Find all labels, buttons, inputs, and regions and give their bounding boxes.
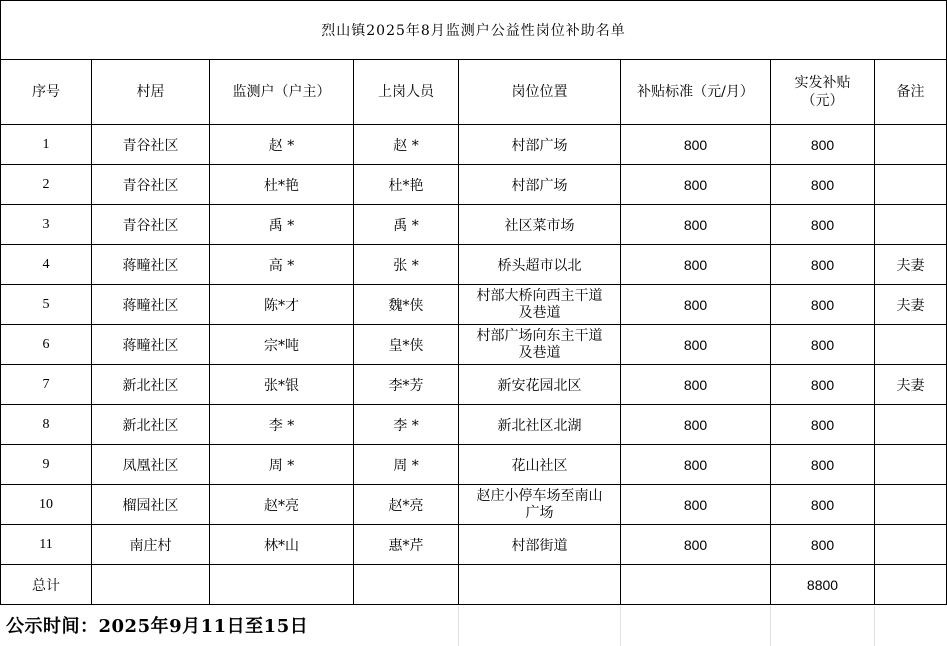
cell-worker: 李 * — [354, 405, 459, 445]
cell-remark: 夫妻 — [875, 285, 947, 325]
cell-actual: 800 — [771, 325, 875, 365]
cell-village: 青谷社区 — [92, 125, 210, 165]
cell-remark — [875, 205, 947, 245]
cell-worker: 张 * — [354, 245, 459, 285]
notice-period: 公示时间：2025年9月11日至15日 — [6, 616, 309, 637]
table-row — [1, 205, 947, 245]
total-empty — [354, 565, 459, 605]
cell-index: 8 — [1, 405, 92, 445]
cell-worker: 魏*侠 — [354, 285, 459, 325]
cell-village: 青谷社区 — [92, 205, 210, 245]
table-row — [1, 245, 947, 285]
cell-village: 新北社区 — [92, 365, 210, 405]
total-empty — [621, 565, 771, 605]
cell-location: 桥头超市以北 — [459, 245, 621, 285]
cell-actual: 800 — [771, 125, 875, 165]
cell-location — [459, 325, 621, 365]
cell-actual: 800 — [771, 285, 875, 325]
cell-village: 新北社区 — [92, 405, 210, 445]
cell-household: 赵*亮 — [210, 485, 354, 525]
cell-standard: 800 — [621, 485, 771, 525]
header-actual — [771, 60, 875, 125]
cell-index: 11 — [1, 525, 92, 565]
cell-index: 6 — [1, 325, 92, 365]
table-row — [1, 485, 947, 525]
cell-actual: 800 — [771, 365, 875, 405]
cell-worker: 惠*芹 — [354, 525, 459, 565]
cell-index: 1 — [1, 125, 92, 165]
cell-index: 4 — [1, 245, 92, 285]
cell-index: 9 — [1, 445, 92, 485]
header-row — [1, 60, 947, 125]
cell-standard: 800 — [621, 405, 771, 445]
header-standard: 补贴标准（元/月） — [621, 60, 771, 125]
total-empty — [92, 565, 210, 605]
cell-worker: 李*芳 — [354, 365, 459, 405]
table-row — [1, 525, 947, 565]
cell-standard: 800 — [621, 325, 771, 365]
cell-standard: 800 — [621, 365, 771, 405]
cell-village: 榴园社区 — [92, 485, 210, 525]
cell-remark — [875, 405, 947, 445]
header-index: 序号 — [1, 60, 92, 125]
cell-worker: 赵*亮 — [354, 485, 459, 525]
cell-village: 蒋疃社区 — [92, 325, 210, 365]
cell-actual: 800 — [771, 245, 875, 285]
total-actual: 8800 — [771, 565, 875, 605]
header-location: 岗位位置 — [459, 60, 621, 125]
cell-worker: 周 * — [354, 445, 459, 485]
cell-location — [459, 485, 621, 525]
cell-standard: 800 — [621, 445, 771, 485]
cell-actual: 800 — [771, 445, 875, 485]
cell-remark — [875, 525, 947, 565]
cell-location — [459, 285, 621, 325]
table-row — [1, 285, 947, 325]
cell-location-line1: 赵庄小停车场至南山 — [476, 487, 603, 504]
header-remark: 备注 — [875, 60, 947, 125]
cell-remark: 夫妻 — [875, 245, 947, 285]
cell-location: 新北社区北湖 — [459, 405, 621, 445]
cell-location-line1: 村部大桥向西主干道 — [476, 287, 603, 304]
cell-household: 宗*吨 — [210, 325, 354, 365]
header-household: 监测户（户主） — [210, 60, 354, 125]
cell-location-line2: 及巷道 — [518, 344, 561, 361]
cell-index: 7 — [1, 365, 92, 405]
cell-location: 村部广场 — [459, 165, 621, 205]
total-empty — [210, 565, 354, 605]
cell-location-line1: 村部广场向东主干道 — [476, 327, 603, 344]
cell-worker: 杜*艳 — [354, 165, 459, 205]
cell-index: 3 — [1, 205, 92, 245]
cell-household: 林*山 — [210, 525, 354, 565]
header-village: 村居 — [92, 60, 210, 125]
header-actual-line2: （元） — [801, 93, 844, 109]
cell-remark — [875, 485, 947, 525]
cell-worker: 赵 * — [354, 125, 459, 165]
cell-location: 村部广场 — [459, 125, 621, 165]
total-empty — [875, 565, 947, 605]
cell-standard: 800 — [621, 205, 771, 245]
cell-location: 新安花园北区 — [459, 365, 621, 405]
cell-actual: 800 — [771, 205, 875, 245]
table-row — [1, 325, 947, 365]
cell-index: 2 — [1, 165, 92, 205]
cell-standard: 800 — [621, 165, 771, 205]
cell-standard: 800 — [621, 525, 771, 565]
cell-household: 高 * — [210, 245, 354, 285]
cell-location: 社区菜市场 — [459, 205, 621, 245]
cell-remark: 夫妻 — [875, 365, 947, 405]
cell-household: 杜*艳 — [210, 165, 354, 205]
cell-actual: 800 — [771, 405, 875, 445]
cell-village: 南庄村 — [92, 525, 210, 565]
table-row — [1, 445, 947, 485]
total-empty — [459, 565, 621, 605]
cell-household: 周 * — [210, 445, 354, 485]
cell-remark — [875, 325, 947, 365]
table-row — [1, 365, 947, 405]
cell-remark — [875, 125, 947, 165]
total-label: 总计 — [1, 565, 92, 605]
cell-worker: 禹 * — [354, 205, 459, 245]
cell-actual: 800 — [771, 525, 875, 565]
cell-household: 赵 * — [210, 125, 354, 165]
table-row — [1, 405, 947, 445]
cell-actual: 800 — [771, 165, 875, 205]
cell-household: 禹 * — [210, 205, 354, 245]
table-title: 烈山镇2025年8月监测户公益性岗位补助名单 — [1, 1, 947, 60]
cell-location-line2: 及巷道 — [518, 304, 561, 321]
cell-index: 10 — [1, 485, 92, 525]
header-actual-line1: 实发补贴 — [794, 75, 851, 91]
cell-standard: 800 — [621, 285, 771, 325]
total-row — [1, 565, 947, 605]
cell-remark — [875, 445, 947, 485]
cell-village: 凤凰社区 — [92, 445, 210, 485]
table-row — [1, 165, 947, 205]
cell-household: 陈*才 — [210, 285, 354, 325]
cell-worker: 皇*侠 — [354, 325, 459, 365]
cell-standard: 800 — [621, 245, 771, 285]
table-row — [1, 125, 947, 165]
cell-household: 李 * — [210, 405, 354, 445]
header-worker: 上岗人员 — [354, 60, 459, 125]
table-body — [1, 125, 947, 565]
cell-location: 花山社区 — [459, 445, 621, 485]
cell-location: 村部街道 — [459, 525, 621, 565]
cell-village: 青谷社区 — [92, 165, 210, 205]
cell-remark — [875, 165, 947, 205]
cell-standard: 800 — [621, 125, 771, 165]
cell-location-line2: 广场 — [525, 504, 554, 521]
cell-index: 5 — [1, 285, 92, 325]
cell-actual: 800 — [771, 485, 875, 525]
cell-household: 张*银 — [210, 365, 354, 405]
cell-village: 蒋疃社区 — [92, 245, 210, 285]
cell-village: 蒋疃社区 — [92, 285, 210, 325]
